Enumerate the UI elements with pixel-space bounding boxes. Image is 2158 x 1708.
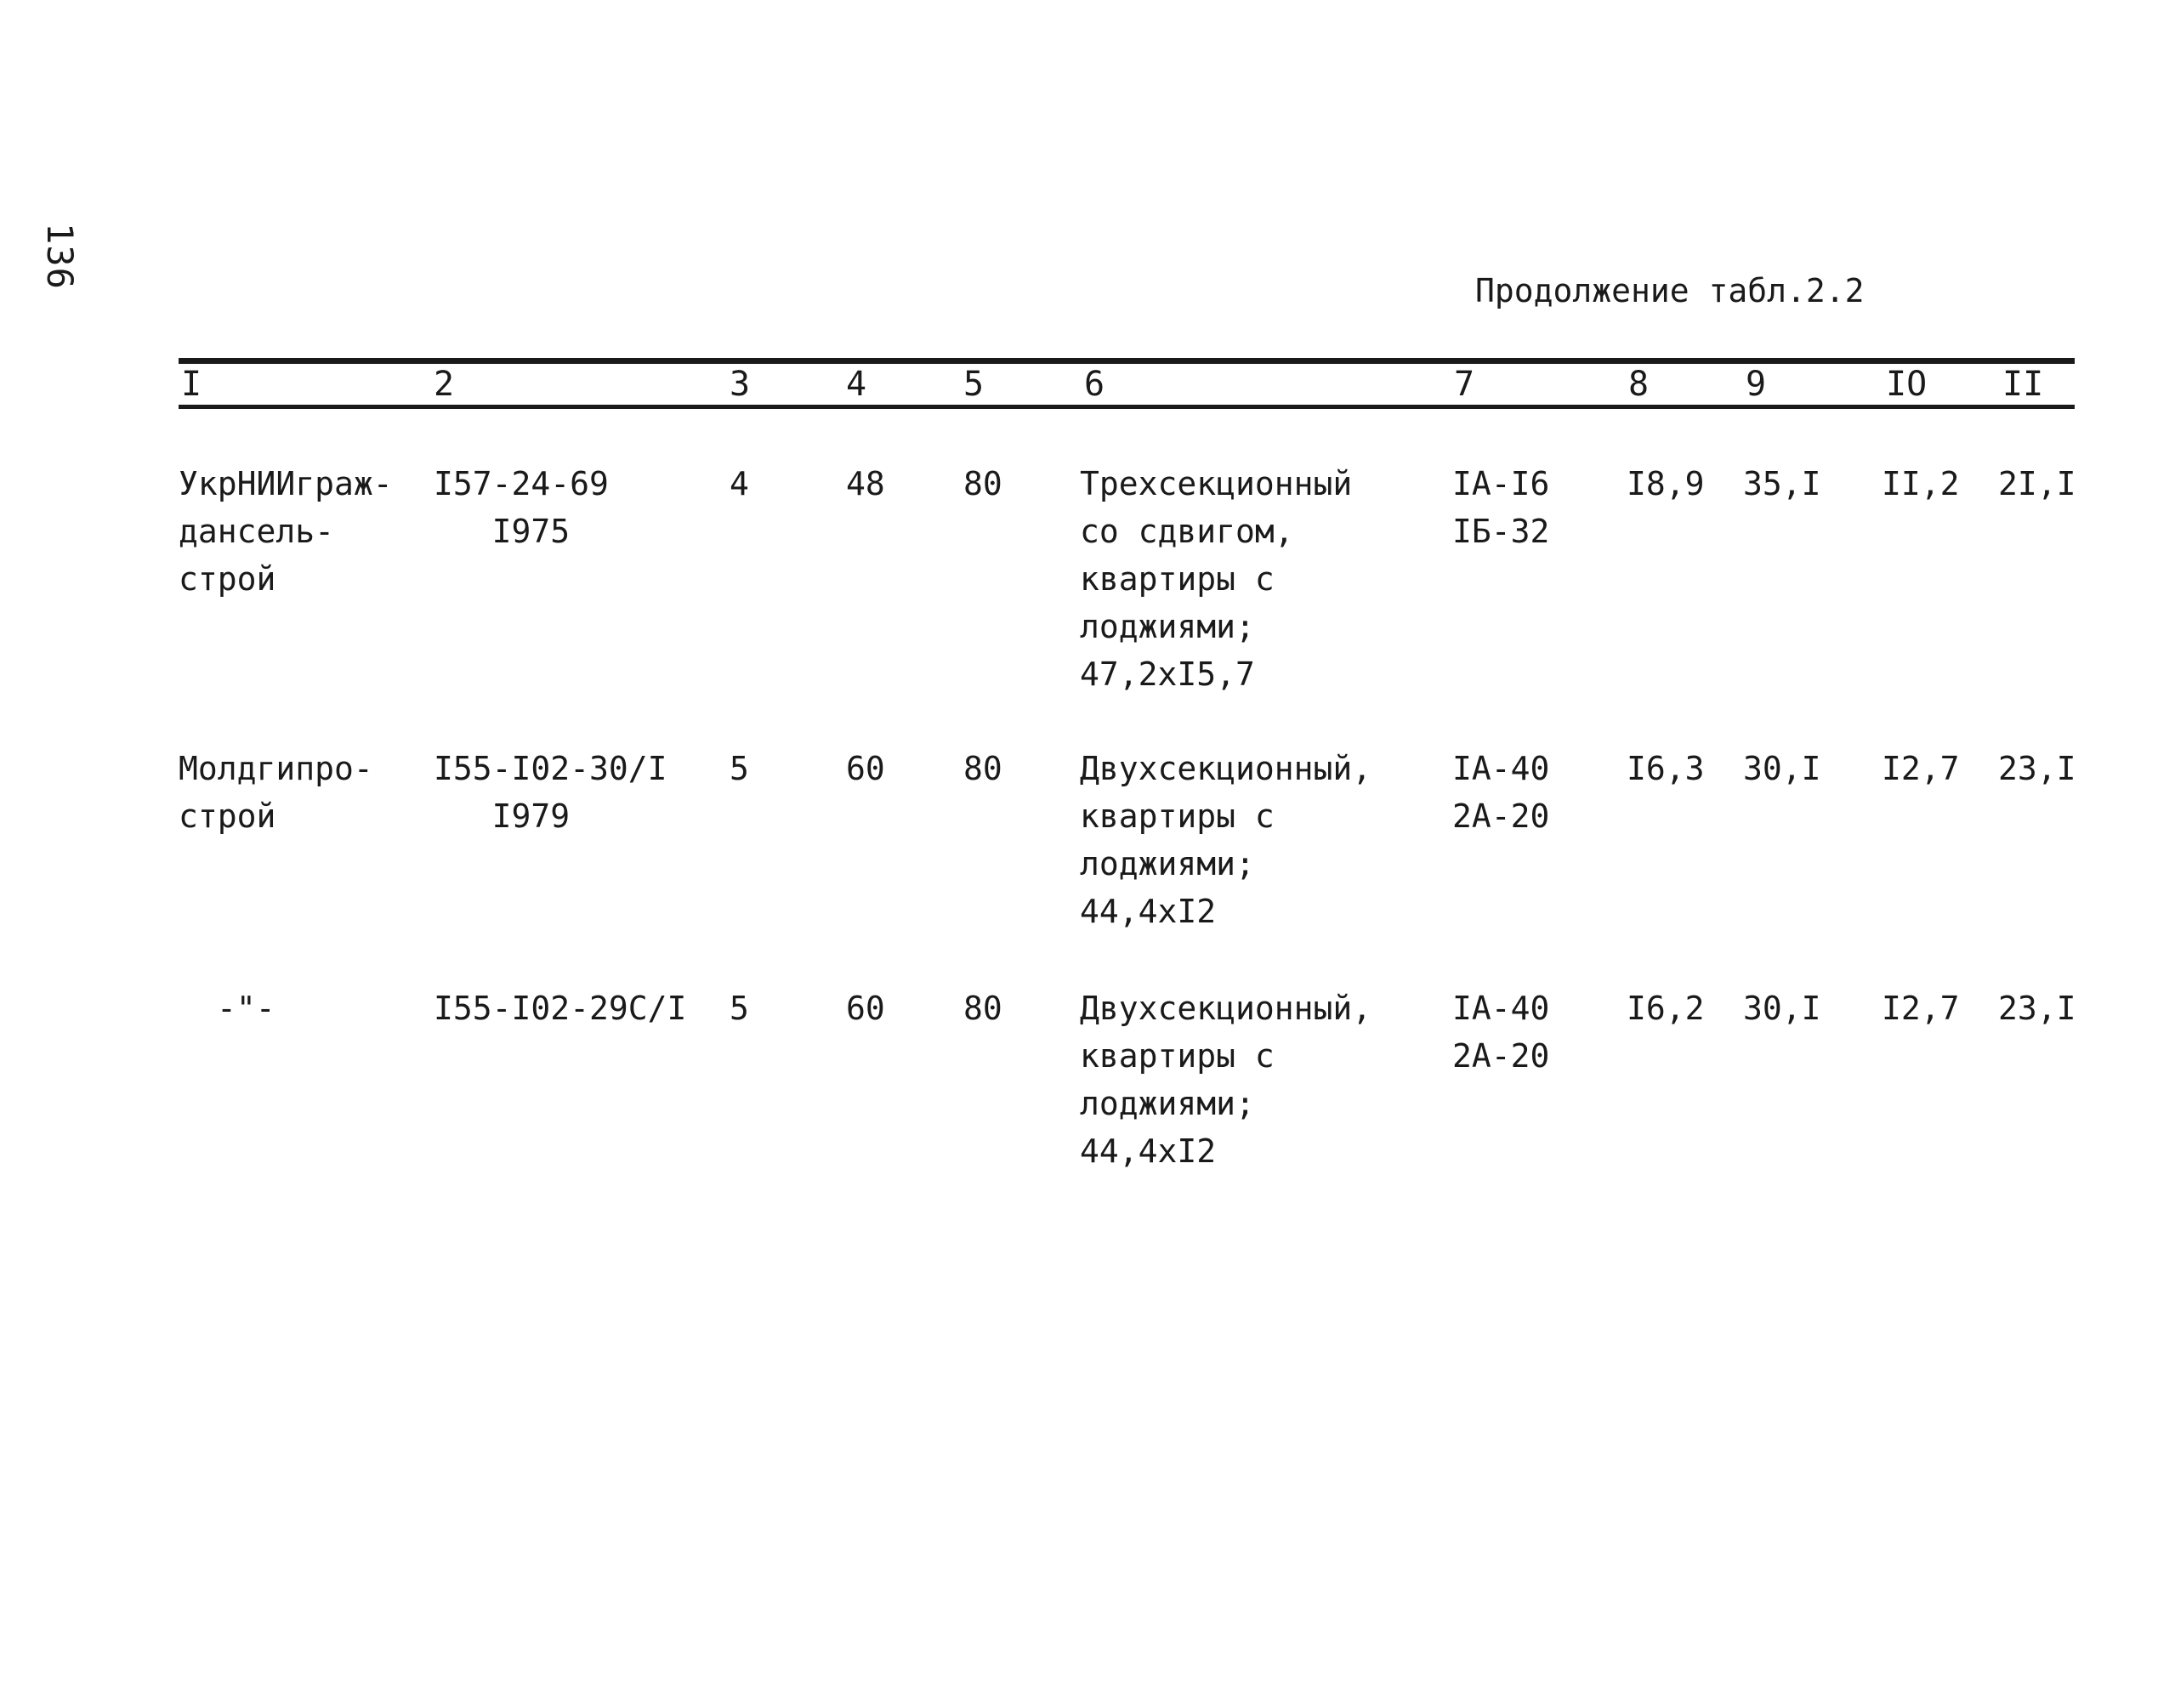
value-col11-cell: 2I,I (1998, 465, 2076, 502)
column-header-8: 8 (1628, 365, 1650, 404)
org-cell: -"- (217, 990, 275, 1027)
value-col9-cell: 30,I (1743, 750, 1821, 787)
apartment-types-cell: IA-I6 IБ-32 (1452, 465, 1550, 550)
column-header-6: 6 (1084, 365, 1105, 404)
column-header-1: I (181, 365, 202, 404)
value-col8-cell: I8,9 (1627, 465, 1705, 502)
table-continuation-label: Продолжение табл.2.2 (1475, 272, 1865, 309)
apartments-count-cell: 60 (846, 990, 885, 1027)
column-header-5: 5 (963, 365, 985, 404)
value-col9-cell: 35,I (1743, 465, 1821, 502)
sections-cell: 5 (730, 750, 749, 787)
description-cell: Трехсекционный со сдвигом, квартиры с лоджиями; 47,2xI5,7 (1080, 465, 1353, 693)
org-cell: Молдгипро- строй (179, 750, 373, 835)
value-col10-cell: II,2 (1882, 465, 1960, 502)
sections-cell: 5 (730, 990, 749, 1027)
apartments-count-cell: 60 (846, 750, 885, 787)
series-cell: I55-I02-30/I I979 (434, 750, 667, 835)
apartments-count-cell: 48 (846, 465, 885, 502)
value-col5-cell: 80 (963, 750, 1002, 787)
org-cell: УкрНИИграж- дансель- строй (179, 465, 393, 598)
sections-cell: 4 (730, 465, 749, 502)
column-header-10: IO (1886, 365, 1928, 404)
table-top-rule (179, 358, 2075, 364)
column-header-11: II (2002, 365, 2044, 404)
description-cell: Двухсекционный, квартиры с лоджиями; 44,4xI2 (1080, 750, 1372, 930)
apartment-types-cell: IA-40 2A-20 (1452, 750, 1550, 835)
value-col11-cell: 23,I (1998, 990, 2076, 1027)
value-col10-cell: I2,7 (1882, 750, 1960, 787)
page-number: 136 (39, 223, 81, 290)
column-header-4: 4 (846, 365, 867, 404)
value-col5-cell: 80 (963, 990, 1002, 1027)
value-col9-cell: 30,I (1743, 990, 1821, 1027)
value-col10-cell: I2,7 (1882, 990, 1960, 1027)
header-bottom-rule (179, 405, 2075, 409)
column-header-2: 2 (434, 365, 455, 404)
description-cell: Двухсекционный, квартиры с лоджиями; 44,4xI2 (1080, 990, 1372, 1170)
value-col11-cell: 23,I (1998, 750, 2076, 787)
value-col5-cell: 80 (963, 465, 1002, 502)
value-col8-cell: I6,3 (1627, 750, 1705, 787)
value-col8-cell: I6,2 (1627, 990, 1705, 1027)
column-header-3: 3 (730, 365, 751, 404)
column-header-9: 9 (1746, 365, 1767, 404)
series-cell: I55-I02-29C/I (434, 990, 687, 1027)
series-cell: I57-24-69 I975 (434, 465, 609, 550)
apartment-types-cell: IA-40 2A-20 (1452, 990, 1550, 1075)
column-header-7: 7 (1454, 365, 1475, 404)
